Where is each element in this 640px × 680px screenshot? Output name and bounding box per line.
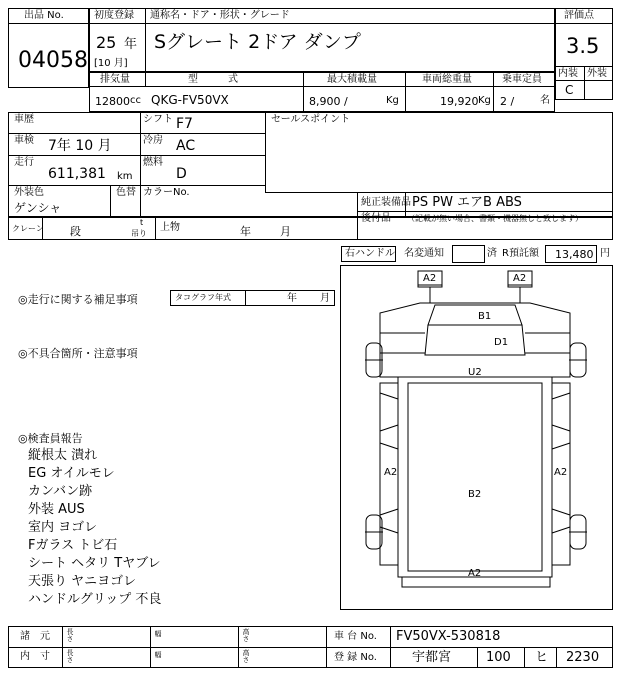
- model-type: QKG-FV50VX: [151, 93, 229, 107]
- name-change-label: 名変通知: [404, 248, 444, 259]
- ac-value: AC: [176, 138, 196, 154]
- info-box: [8, 112, 613, 217]
- list-item: シート ヘタリ Tヤブレ: [28, 556, 161, 571]
- ac-label: 冷房: [143, 135, 163, 146]
- mileage-label: 走行: [14, 157, 34, 168]
- list-item: 縦根太 潰れ: [28, 448, 98, 463]
- crane-stage: 段: [70, 225, 81, 238]
- mileage-value: 611,381: [48, 166, 106, 182]
- name-change-box: [452, 245, 485, 263]
- width-label: 幅: [154, 630, 162, 637]
- tacho-year: 年: [287, 293, 297, 304]
- fuel-label: 燃料: [143, 157, 163, 168]
- damage-mark: D1: [494, 337, 509, 348]
- cab-outline: [380, 303, 570, 377]
- gvw-value: 19,920: [440, 95, 479, 108]
- damage-mark: A2: [423, 273, 437, 284]
- length-label: 長さ: [66, 649, 74, 663]
- chassis-label: 車 台 No.: [334, 631, 377, 642]
- model-label: 通称名・ドア・形状・グレード: [150, 10, 290, 21]
- bed-outline: [398, 377, 552, 577]
- truck-diagram: [340, 265, 613, 610]
- crane-ton: t: [140, 218, 144, 227]
- first-reg-year-unit: 年: [124, 37, 138, 52]
- gvw-label: 車両総重量: [422, 74, 472, 85]
- dimensions-label: 諸 元: [20, 631, 50, 642]
- vehicle-title: Sグレート 2ドア ダンプ: [154, 31, 361, 53]
- exterior-label: 外装: [587, 68, 607, 79]
- inspect-label: 車検: [14, 135, 34, 146]
- color-change-label: 色替: [116, 187, 136, 198]
- damage-mark: A2: [468, 568, 482, 579]
- damage-mark: A2: [384, 467, 398, 478]
- list-item: カンバン跡: [28, 484, 93, 499]
- crane-box: [8, 214, 613, 240]
- width-label: 幅: [154, 651, 162, 658]
- history-label: 車歴: [14, 114, 34, 125]
- inspector-notes-list: [28, 447, 161, 609]
- height-label: 高さ: [242, 649, 250, 663]
- aftermarket-note: （記載が無い場合、書類・機器無しと致します）: [407, 214, 583, 223]
- upper-year-unit: 年: [240, 225, 251, 238]
- damage-mark: B1: [478, 311, 492, 322]
- interior-dim-label: 内 寸: [20, 651, 50, 662]
- damage-mark: A2: [513, 273, 527, 284]
- list-item: 外装 AUS: [28, 502, 85, 517]
- color-value: ゲンシャ: [14, 201, 62, 215]
- recycle-value: 13,480: [555, 248, 594, 261]
- length-label: 長さ: [66, 628, 74, 642]
- list-item: 室内 ヨゴレ: [28, 520, 98, 535]
- load-label: 最大積載量: [327, 74, 377, 85]
- registration-label: 登 録 No.: [334, 652, 377, 663]
- lot-label: 出品 No.: [24, 10, 64, 21]
- first-reg-year: 25: [96, 33, 117, 52]
- rating-value: 3.5: [566, 34, 600, 58]
- first-reg-month: [10 月]: [94, 58, 128, 69]
- defects-label: ◎不具合箇所・注意事項: [18, 347, 138, 360]
- interior-label: 内装: [558, 68, 578, 79]
- interior-grade: C: [565, 83, 574, 97]
- rhd-label: 右ハンドル: [345, 248, 395, 259]
- tacho-month: 月: [320, 293, 330, 304]
- fuel-value: D: [176, 166, 187, 182]
- chassis-number: FV50VX-530818: [396, 629, 501, 644]
- shift-value: F7: [176, 116, 193, 132]
- capacity: 2 /: [500, 95, 515, 108]
- aftermarket-label: 後付品: [361, 213, 391, 224]
- cap-label: 乗車定員: [502, 74, 542, 85]
- disp-label: 排気量: [100, 74, 130, 85]
- damage-mark: U2: [468, 367, 482, 378]
- first-reg-label: 初度登録: [94, 10, 134, 21]
- upper-month-unit: 月: [280, 225, 291, 238]
- name-change-mark: 済: [487, 248, 497, 259]
- list-item: 天張り ヤニヨゴレ: [28, 574, 137, 589]
- crane-label: クレーン: [12, 224, 44, 233]
- sales-point-label: セールスポイント: [271, 114, 351, 125]
- upper-body-label: 上物: [160, 222, 180, 233]
- inspection-date: 7年 10 月: [48, 138, 112, 154]
- registration-class: 100: [486, 650, 511, 665]
- capacity-unit: 名: [540, 95, 550, 106]
- max-load: 8,900 /: [309, 95, 348, 108]
- registration-number: 2230: [566, 650, 600, 665]
- registration-place: 宇都宮: [412, 650, 452, 665]
- lot-number: 04058: [18, 48, 88, 73]
- recycle-label: R預託額: [502, 248, 539, 259]
- shift-label: シフト: [143, 114, 173, 125]
- type-label: 型 式: [188, 74, 238, 85]
- equipment-label: 純正装備品: [361, 197, 411, 208]
- list-item: EG オイルモレ: [28, 466, 115, 481]
- crane-hanging: 吊り: [131, 229, 147, 238]
- gvw-unit: Kg: [478, 95, 491, 106]
- height-label: 高さ: [242, 628, 250, 642]
- displacement: 12800: [95, 95, 130, 108]
- damage-marks: [384, 271, 567, 579]
- damage-mark: B2: [468, 489, 482, 500]
- recycle-unit: 円: [600, 248, 610, 259]
- color-code-label: カラーNo.: [143, 187, 190, 198]
- color-label: 外装色: [14, 187, 44, 198]
- mileage-unit: km: [117, 171, 133, 182]
- registration-kana: ヒ: [535, 650, 549, 665]
- running-notes-label: ◎走行に関する補足事項: [18, 293, 138, 306]
- tacho-label: タコグラフ年式: [175, 293, 231, 302]
- damage-mark: A2: [554, 467, 568, 478]
- list-item: Fガラス トビ石: [28, 538, 118, 553]
- displacement-unit: cc: [130, 95, 141, 106]
- equipment-value: PS PW エアB ABS: [412, 195, 522, 210]
- list-item: ハンドルグリップ 不良: [28, 592, 162, 607]
- inspector-label: ◎検査員報告: [18, 432, 83, 445]
- rating-label: 評価点: [564, 10, 594, 21]
- max-load-unit: Kg: [386, 95, 399, 106]
